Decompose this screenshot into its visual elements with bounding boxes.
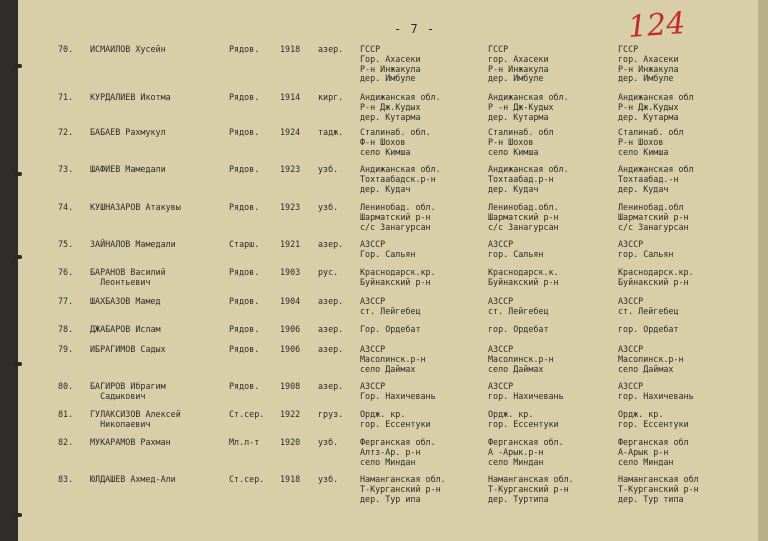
conscription-address-line: гор. Нахичевань <box>488 390 564 401</box>
family-address-line: Андижанская обл <box>618 164 694 174</box>
person-name <box>90 203 181 213</box>
conscription-address-line: Р -н Дж-Кудых <box>488 101 554 112</box>
military-rank: Рядов. <box>229 296 260 306</box>
conscription-address-line: АЗССР <box>488 381 514 391</box>
family-address-line: АЗССР <box>618 239 644 249</box>
family-address <box>618 93 694 122</box>
conscription-address-line: Р-н Шохов <box>488 136 534 147</box>
conscription-address <box>488 297 549 317</box>
nationality: рус. <box>318 267 339 277</box>
record-number: 70. <box>58 44 74 54</box>
conscription-address-line: Ордж. кр. <box>488 409 534 419</box>
conscription-address-line: с/с Занагурсан <box>488 221 559 232</box>
person-name-line: Николаевич <box>90 418 151 429</box>
birthplace-address-line: Гор. Ахасеки <box>360 53 421 64</box>
conscription-address-line: ст. Лейгебец <box>488 305 549 316</box>
conscription-address-line: гор. Ордебат <box>488 324 549 334</box>
person-name <box>90 297 161 307</box>
person-name-line: Садыкович <box>90 390 146 401</box>
conscription-address <box>488 382 564 402</box>
conscription-address-line: А -Арык.р-н <box>488 446 544 457</box>
birthplace-address-line: Р-н Инжакула <box>360 63 421 74</box>
birthplace-address-line: Т-Курганский р-н <box>360 483 441 494</box>
birthplace-address-line: Ф-н Шохов <box>360 136 406 147</box>
family-address-line: Р-н Инжакула <box>618 63 679 74</box>
family-address-line: Шарматский р-н <box>618 211 689 222</box>
birthplace-address-line: гор. Ессентуки <box>360 418 431 429</box>
person-name <box>90 438 171 448</box>
birthplace-address <box>360 345 426 374</box>
family-address-line: ГССР <box>618 44 639 54</box>
birth-year: 1918 <box>280 44 301 54</box>
family-address-line: с/с Занагурсан <box>618 221 689 232</box>
conscription-address-line: село Даймах <box>488 363 544 374</box>
family-address <box>618 297 679 317</box>
binder-hole <box>14 255 22 259</box>
birthplace-address-line: Шарматский р-н <box>360 211 431 222</box>
birthplace-address-line: АЗССР <box>360 344 386 354</box>
family-address-line: АЗССР <box>618 344 644 354</box>
conscription-address-line: гор. Ессентуки <box>488 418 559 429</box>
person-name <box>90 475 176 485</box>
family-address <box>618 45 679 84</box>
birthplace-address <box>360 45 421 84</box>
family-address-line: АЗССР <box>618 381 644 391</box>
military-rank: Рядов. <box>229 127 260 137</box>
birthplace-address-line: Наманганская обл. <box>360 474 446 484</box>
binder-hole <box>14 172 22 176</box>
birthplace-address <box>360 475 446 504</box>
conscription-address-line: Тохтаабад.р-н <box>488 173 554 184</box>
conscription-address-line: Масолинск.р-н <box>488 353 554 364</box>
conscription-address <box>488 93 569 122</box>
family-address-line: Сталинаб. обл <box>618 127 684 137</box>
conscription-address-line: дер. Имбуле <box>488 73 544 84</box>
conscription-address-line: АЗССР <box>488 239 514 249</box>
birthplace-address-line: дер. Имбуле <box>360 73 416 84</box>
nationality: кирг. <box>318 92 344 102</box>
family-address <box>618 410 689 430</box>
birthplace-address-line: дер. Кутарма <box>360 111 421 122</box>
conscription-address-line: Сталинаб. обл <box>488 127 554 137</box>
family-address-line: село Миндан <box>618 456 674 467</box>
conscription-address <box>488 128 554 157</box>
binding-edge <box>0 0 18 541</box>
conscription-address <box>488 203 559 232</box>
family-address-line: ст. Лейгебец <box>618 305 679 316</box>
birthplace-address-line: Ферганская обл. <box>360 437 436 447</box>
family-address-line: Р-н Шохов <box>618 136 664 147</box>
military-rank: Рядов. <box>229 44 260 54</box>
birth-year: 1921 <box>280 239 301 249</box>
family-address-line: гор. Ахасеки <box>618 53 679 64</box>
birthplace-address-line: ст. Лейгебец <box>360 305 421 316</box>
birth-year: 1903 <box>280 267 301 277</box>
person-name-line: ДЖАБАРОВ Ислам <box>90 324 161 334</box>
family-address-line: АЗССР <box>618 296 644 306</box>
family-address-line: Масолинск.р-н <box>618 353 684 364</box>
family-address <box>618 382 694 402</box>
birthplace-address <box>360 268 436 288</box>
conscription-address-line: Шарматский р-н <box>488 211 559 222</box>
person-name <box>90 345 166 355</box>
birthplace-address-line: Краснодарск.кр. <box>360 267 436 277</box>
conscription-address-line: гор. Ахасеки <box>488 53 549 64</box>
nationality: тадж. <box>318 127 344 137</box>
record-number: 81. <box>58 409 74 419</box>
person-name-line: Леонтьевич <box>90 276 151 287</box>
birthplace-address-line: дер. Тур ипа <box>360 493 421 504</box>
birthplace-address-line: Ордж. кр. <box>360 409 406 419</box>
person-name-line: ЮЛДАШЕВ Ахмед-Али <box>90 474 176 484</box>
birthplace-address <box>360 240 415 260</box>
conscription-address-line: дер. Кудач <box>488 183 539 194</box>
birthplace-address-line: Гор. Сальян <box>360 248 416 259</box>
birthplace-address <box>360 325 421 335</box>
military-rank: Рядов. <box>229 324 260 334</box>
family-address-line: А-Арык р-н <box>618 446 669 457</box>
birth-year: 1920 <box>280 437 301 447</box>
family-address <box>618 165 694 194</box>
birth-year: 1918 <box>280 474 301 484</box>
family-address-line: Р-н Дж.Кудых <box>618 101 679 112</box>
birthplace-address-line: дер. Кудач <box>360 183 411 194</box>
nationality: азер. <box>318 344 344 354</box>
birthplace-address-line: Сталинаб. обл. <box>360 127 431 137</box>
conscription-address <box>488 325 549 335</box>
conscription-address-line: Андижанская обл. <box>488 164 569 174</box>
nationality: узб. <box>318 437 339 447</box>
family-address <box>618 240 673 260</box>
person-name-line: ШАХБАЗОВ Мамед <box>90 296 161 306</box>
birthplace-address-line: село Миндан <box>360 456 416 467</box>
record-number: 76. <box>58 267 74 277</box>
family-address-line: Ордж. кр. <box>618 409 664 419</box>
conscription-address-line: Ленинобад.обл. <box>488 202 559 212</box>
birthplace-address <box>360 128 431 157</box>
military-rank: Рядов. <box>229 164 260 174</box>
birthplace-address-line: село Кимша <box>360 146 411 157</box>
person-name-line: ШАФИЕВ Мамедали <box>90 164 166 174</box>
birthplace-address-line: АЗССР <box>360 239 386 249</box>
record-number: 74. <box>58 202 74 212</box>
conscription-address <box>488 438 564 467</box>
family-address-line: гор. Ессентуки <box>618 418 689 429</box>
person-name-line: ГУЛАКСИЗОВ Алексей <box>90 409 181 419</box>
person-name-line: ЗАЙНАЛОВ Мамедали <box>90 239 176 249</box>
birth-year: 1904 <box>280 296 301 306</box>
birthplace-address-line: ГССР <box>360 44 381 54</box>
birth-year: 1923 <box>280 164 301 174</box>
family-address <box>618 203 689 232</box>
birthplace-address-line: с/с Занагурсан <box>360 221 431 232</box>
birth-year: 1923 <box>280 202 301 212</box>
military-rank: Рядов. <box>229 381 260 391</box>
conscription-address-line: село Кимша <box>488 146 539 157</box>
family-address-line: Наманганская обл <box>618 474 699 484</box>
binder-hole <box>14 64 22 68</box>
person-name <box>90 410 181 430</box>
birth-year: 1922 <box>280 409 301 419</box>
birthplace-address <box>360 297 421 317</box>
conscription-address <box>488 165 569 194</box>
conscription-address-line: Т-Курганский р-н <box>488 483 569 494</box>
birthplace-address <box>360 93 441 122</box>
conscription-address-line: АЗССР <box>488 344 514 354</box>
military-rank: Мл.л-т <box>229 437 260 447</box>
family-address <box>618 345 684 374</box>
person-name <box>90 240 176 250</box>
family-address-line: Ферганская обл <box>618 437 689 447</box>
birthplace-address-line: Масолинск.р-н <box>360 353 426 364</box>
record-number: 83. <box>58 474 74 484</box>
record-number: 73. <box>58 164 74 174</box>
military-rank: Рядов. <box>229 202 260 212</box>
record-number: 72. <box>58 127 74 137</box>
birthplace-address <box>360 410 431 430</box>
conscription-address-line: Р-н Инжакула <box>488 63 549 74</box>
family-address-line: гор. Ордебат <box>618 324 679 334</box>
conscription-address-line: АЗССР <box>488 296 514 306</box>
birth-year: 1906 <box>280 324 301 334</box>
conscription-address-line: Буйнакский р-н <box>488 276 559 287</box>
military-rank: Рядов. <box>229 92 260 102</box>
person-name <box>90 325 161 335</box>
family-address <box>618 475 699 504</box>
conscription-address <box>488 268 559 288</box>
person-name-line: БАБАЕВ Рахмукул <box>90 127 166 137</box>
birthplace-address-line: Андижанская обл. <box>360 92 441 102</box>
family-address-line: село Даймах <box>618 363 674 374</box>
person-name-line: ИБРАГИМОВ Садых <box>90 344 166 354</box>
person-name-line: КУРДАЛИЕВ Икотма <box>90 92 171 102</box>
birthplace-address-line: Алтз-Ар. р-н <box>360 446 421 457</box>
conscription-address-line: Ферганская обл. <box>488 437 564 447</box>
record-number: 80. <box>58 381 74 391</box>
family-address <box>618 438 689 467</box>
family-address <box>618 325 679 335</box>
conscription-address <box>488 345 554 374</box>
record-number: 71. <box>58 92 74 102</box>
nationality: азер. <box>318 296 344 306</box>
military-rank: Рядов. <box>229 267 260 277</box>
nationality: узб. <box>318 202 339 212</box>
birthplace-address <box>360 203 436 232</box>
record-number: 75. <box>58 239 74 249</box>
family-address-line: село Кимша <box>618 146 669 157</box>
nationality: узб. <box>318 164 339 174</box>
conscription-address <box>488 410 559 430</box>
person-name-line: БАГИРОВ Ибрагим <box>90 381 166 391</box>
family-address <box>618 128 684 157</box>
nationality: азер. <box>318 44 344 54</box>
conscription-address-line: Андижанская обл. <box>488 92 569 102</box>
military-rank: Рядов. <box>229 344 260 354</box>
record-number: 79. <box>58 344 74 354</box>
conscription-address <box>488 240 543 260</box>
family-address-line: Тохтаабад.-н <box>618 173 679 184</box>
birth-year: 1908 <box>280 381 301 391</box>
family-address-line: дер. Имбуле <box>618 73 674 84</box>
conscription-address-line: село Миндан <box>488 456 544 467</box>
family-address-line: Краснодарск.кр. <box>618 267 694 277</box>
person-name <box>90 93 171 103</box>
person-name-line: КУШНАЗАРОВ Атакувы <box>90 202 181 212</box>
birthplace-address-line: Ленинобад. обл. <box>360 202 436 212</box>
conscription-address-line: дер. Кутарма <box>488 111 549 122</box>
page-number: - 7 - <box>394 22 436 36</box>
archive-stamp-number: 124 <box>626 6 687 45</box>
family-address-line: Ленинобад.обл <box>618 202 684 212</box>
birth-year: 1906 <box>280 344 301 354</box>
birthplace-address <box>360 382 436 402</box>
record-number: 77. <box>58 296 74 306</box>
birthplace-address-line: Гор. Ордебат <box>360 324 421 334</box>
birthplace-address-line: Гор. Нахичевань <box>360 390 436 401</box>
conscription-address-line: гор. Сальян <box>488 248 544 259</box>
conscription-address-line: Краснодарск.к. <box>488 267 559 277</box>
family-address-line: дер. Тур типа <box>618 493 684 504</box>
conscription-address <box>488 45 549 84</box>
birth-year: 1924 <box>280 127 301 137</box>
nationality: азер. <box>318 239 344 249</box>
family-address <box>618 268 694 288</box>
person-name-line: БАРАНОВ Василий <box>90 267 166 277</box>
family-address-line: Т-Курганский р-н <box>618 483 699 494</box>
family-address-line: дер. Кутарма <box>618 111 679 122</box>
page-right-margin <box>758 0 768 541</box>
binder-hole <box>14 513 22 517</box>
birthplace-address <box>360 438 436 467</box>
person-name-line: МУКАРАМОВ Рахман <box>90 437 171 447</box>
person-name <box>90 128 166 138</box>
nationality: груз. <box>318 409 344 419</box>
birthplace-address-line: Андижанская обл. <box>360 164 441 174</box>
military-rank: Старш. <box>229 239 260 249</box>
birthplace-address-line: Тохтаабадск.р-н <box>360 173 436 184</box>
family-address-line: Буйнакский р-н <box>618 276 689 287</box>
birthplace-address-line: Р-н Дж.Кудых <box>360 101 421 112</box>
military-rank: Ст.сер. <box>229 409 265 419</box>
record-number: 82. <box>58 437 74 447</box>
nationality: узб. <box>318 474 339 484</box>
birthplace-address-line: Буйнакский р-н <box>360 276 431 287</box>
conscription-address-line: ГССР <box>488 44 509 54</box>
military-rank: Ст.сер. <box>229 474 265 484</box>
person-name <box>90 382 166 402</box>
person-name-line: ИСМАИЛОВ Хусейн <box>90 44 166 54</box>
family-address-line: гор. Сальян <box>618 248 674 259</box>
person-name <box>90 45 166 55</box>
birthplace-address-line: АЗССР <box>360 296 386 306</box>
conscription-address-line: Наманганская обл. <box>488 474 574 484</box>
family-address-line: дер. Кудач <box>618 183 669 194</box>
birthplace-address-line: АЗССР <box>360 381 386 391</box>
nationality: азер. <box>318 381 344 391</box>
birthplace-address <box>360 165 441 194</box>
conscription-address <box>488 475 574 504</box>
nationality: азер. <box>318 324 344 334</box>
person-name <box>90 268 166 288</box>
birthplace-address-line: село Даймах <box>360 363 416 374</box>
family-address-line: гор. Нахичевань <box>618 390 694 401</box>
record-number: 78. <box>58 324 74 334</box>
conscription-address-line: дер. Туртипа <box>488 493 549 504</box>
birth-year: 1914 <box>280 92 301 102</box>
binder-hole <box>14 362 22 366</box>
family-address-line: Андижанская обл <box>618 92 694 102</box>
person-name <box>90 165 166 175</box>
